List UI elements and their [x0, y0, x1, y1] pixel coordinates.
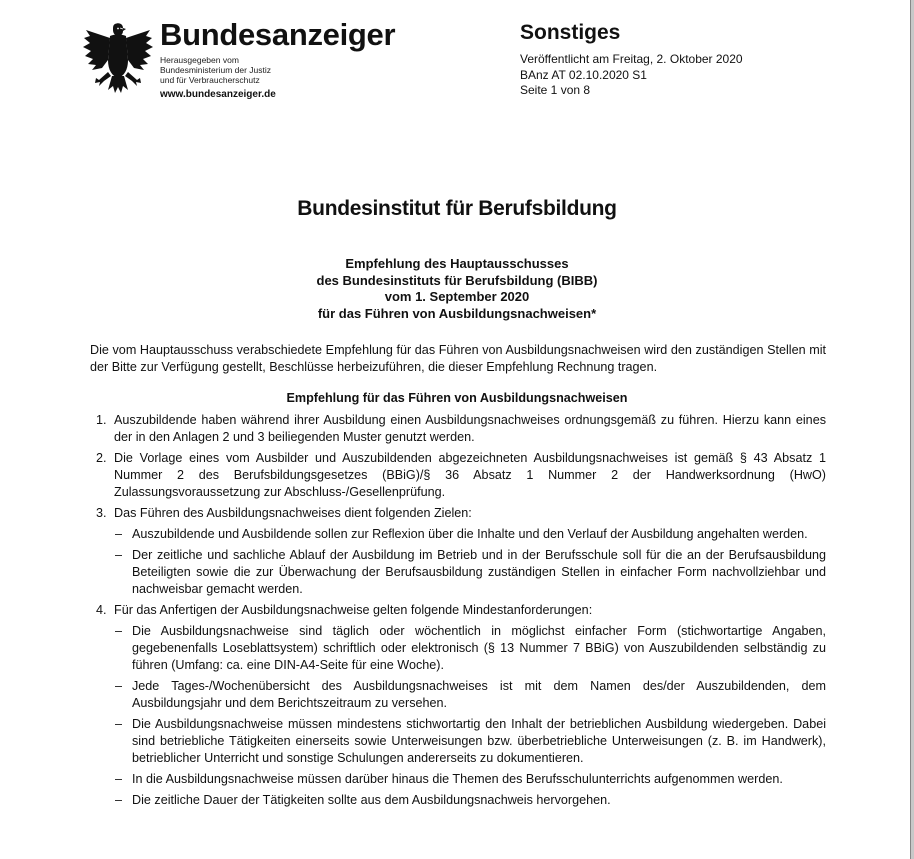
dash-bullet: – [114, 679, 122, 693]
sub-item-text: Die Ausbildungsnachweise sind täglich oder wöchentlich in möglichst einfacher Form (stichwortartige Angaben, gegebenenfalls Loseblattsystem) schriftlich oder elektronisch (§ 13 Nummer 7 BBiG) von Auszubildenden selbständig zu führen (Umfang: ca. eine DIN-A4-Seite für eine Woche). [132, 624, 826, 672]
recommendation-title-line: des Bundesinstituts für Berufsbildung (BIBB) [316, 272, 598, 288]
list-item [90, 602, 826, 619]
recommendation-list [90, 412, 826, 813]
dash-bullet: – [114, 527, 122, 541]
brand-sub-line: Bundesministerium der Justiz [160, 65, 272, 75]
dash-bullet: – [114, 548, 122, 562]
intro-paragraph: Die vom Hauptausschuss verabschiedete Empfehlung für das Führen von Ausbildungsnachweisen wird den zuständigen Stellen mit der Bitte zur Verfügung gestellt, Beschlüsse herbeizuführen, die dieser Empfehlung Rechnung tragen. [90, 343, 826, 374]
sub-item [90, 716, 826, 767]
brand-name: Bundesanzeiger [160, 17, 396, 52]
item-text: Das Führen des Ausbildungsnachweises dient folgenden Zielen: [114, 506, 472, 520]
sub-item-text: Der zeitliche und sachliche Ablauf der Ausbildung im Betrieb und in der Berufsschule soll für die an der Berufsausbildung Beteiligten sowie die zur Überwachung der Berufsausbildung zuständigen Stellen in einfacher Form nachvollziehbar und nachweisbar gemacht werden. [132, 548, 826, 596]
dash-bullet: – [114, 793, 122, 807]
reference-number: BAnz AT 02.10.2020 S1 [520, 67, 647, 82]
brand-url[interactable]: www.bundesanzeiger.de [160, 89, 276, 100]
dash-bullet: – [114, 717, 122, 731]
published-date: Veröffentlicht am Freitag, 2. Oktober 2020 [520, 52, 743, 66]
item-number: 2. [96, 451, 107, 465]
sub-item [90, 547, 826, 598]
dash-bullet: – [114, 772, 122, 786]
sub-item [90, 792, 826, 809]
institute-title: Bundesinstitut für Berufsbildung [297, 197, 617, 220]
item-text: Die Vorlage eines vom Ausbilder und Auszubildenden abgezeichneten Ausbildungsnachweises ist gemäß § 43 Absatz 1 Nummer 2 des Berufsbildungsgesetzes (BBiG)/§ 36 Absatz 1 Nummer 2 der Handwerksordnung (HwO) Zulassungsvoraussetzung zur Abschluss-/Gesellenprüfung. [114, 451, 826, 499]
brand-publisher [160, 55, 395, 85]
sub-item-text: Die zeitliche Dauer der Tätigkeiten sollte aus dem Ausbildungsnachweis hervorgehen. [132, 793, 611, 807]
dash-bullet: – [114, 624, 122, 638]
section-subheading: Empfehlung für das Führen von Ausbildungsnachweisen [286, 391, 628, 405]
list-item [90, 412, 826, 446]
item-number: 4. [96, 603, 107, 617]
section-title: Sonstiges [520, 21, 621, 44]
recommendation-title [0, 256, 914, 322]
recommendation-title-line: Empfehlung des Hauptausschusses [345, 256, 569, 271]
list-item [90, 450, 826, 501]
page-number: Seite 1 von 8 [520, 83, 591, 97]
sub-item-text: Die Ausbildungsnachweise müssen mindestens stichwortartig den Inhalt der betrieblichen Ausbildung wiedergeben. Dabei sind betriebliche Tätigkeiten einerseits sowie Unterweisungen bzw. überbetriebliche Unterweisungen (z. B. im Handwerk), betrieblicher Unterricht und sonstige Schulungen andererseits zu dokumentieren. [132, 717, 826, 765]
brand-sub-line: und für Verbraucherschutz [160, 75, 260, 85]
brand-sub-line: Herausgegeben vom [160, 55, 239, 65]
sub-item-text: In die Ausbildungsnachweise müssen darüber hinaus die Themen des Berufsschulunterrichts aufgenommen werden. [132, 772, 783, 786]
sub-item-text: Jede Tages-/Wochenübersicht des Ausbildungsnachweises ist mit dem Namen des/der Auszubildenden, dem Ausbildungsjahr und dem Berichtszeitraum zu versehen. [132, 679, 826, 710]
item-number: 1. [96, 413, 107, 427]
sub-item [90, 678, 826, 712]
sub-item [90, 623, 826, 674]
recommendation-title-line: für das Führen von Ausbildungsnachweisen* [317, 305, 597, 321]
brand-block [160, 18, 395, 100]
item-number: 3. [96, 506, 107, 520]
item-text: Für das Anfertigen der Ausbildungsnachweise gelten folgende Mindestanforderungen: [114, 603, 593, 617]
list-item [90, 505, 826, 522]
federal-eagle-icon [82, 20, 154, 100]
item-text: Auszubildende haben während ihrer Ausbildung einen Ausbildungsnachweises ordnungsgemäß zu führen. Hierzu kann eines der in den Anlagen 2 und 3 beiliegenden Muster genutzt werden. [114, 413, 826, 444]
section-header [520, 20, 743, 99]
sub-item-text: Auszubildende und Ausbildende sollen zur Reflexion über die Inhalte und den Verlauf der Ausbildung angehalten werden. [132, 527, 808, 541]
recommendation-title-line: vom 1. September 2020 [384, 289, 530, 304]
sub-item [90, 771, 826, 788]
sub-item [90, 526, 826, 543]
page-edge [910, 0, 914, 859]
